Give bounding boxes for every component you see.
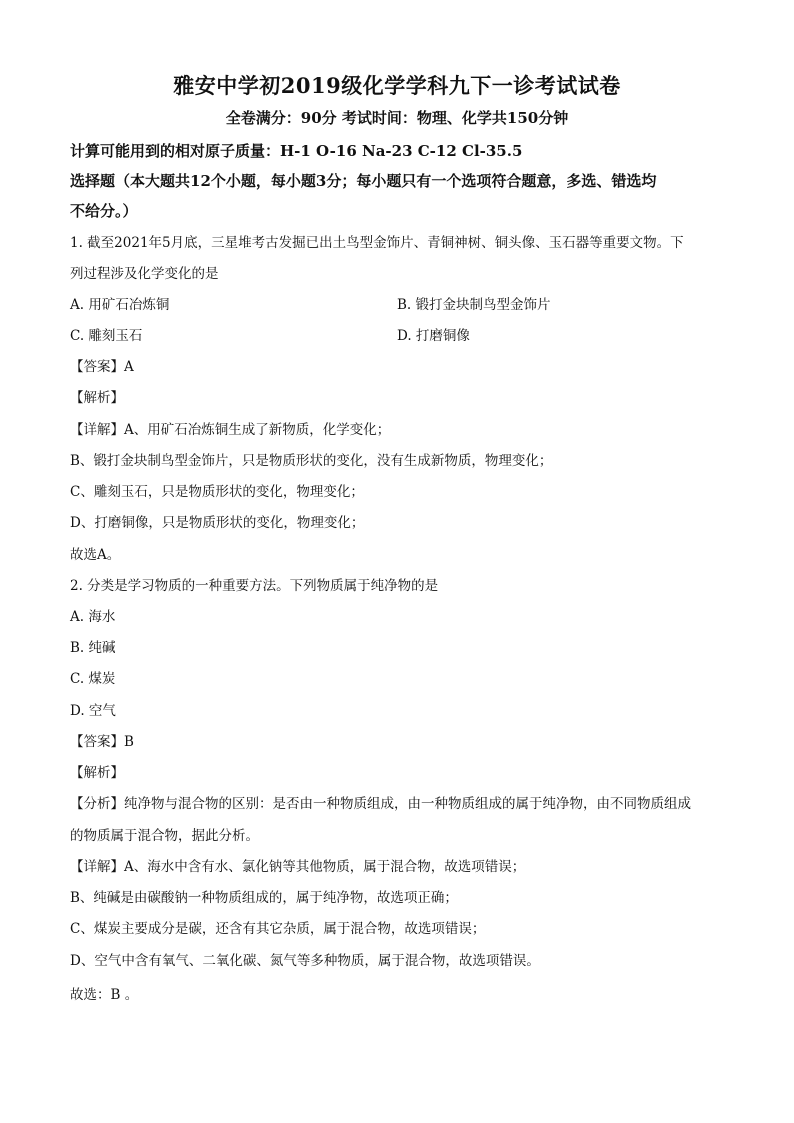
q1-option-a: A. 用矿石冶炼铜 [70, 297, 170, 313]
q2-answer: 【答案】B [70, 734, 134, 750]
q1-detail-1: 【详解】A、用矿石冶炼铜生成了新物质，化学变化； [70, 422, 391, 438]
q2-option-c: C. 煤炭 [70, 671, 116, 687]
q2-stem: 2. 分类是学习物质的一种重要方法。下列物质属于纯净物的是 [70, 578, 439, 594]
q2-fenxi-line1: 【分析】纯净物与混合物的区别：是否由一种物质组成，由一种物质组成的属于纯净物，由不同物质组成 [70, 796, 691, 812]
q1-conclusion: 故选A。 [70, 547, 121, 563]
q1-stem-line1: 1. 截至2021年5月底，三星堆考古发掘已出土鸟型金饰片、青铜神树、铜头像、玉石器等重要文物。下 [70, 235, 684, 251]
q2-detail-4: D、空气中含有氧气、二氧化碳、氮气等多种物质，属于混合物，故选项错误。 [70, 953, 540, 969]
section-heading-line1: 选择题（本大题共12个小题，每小题3分；每小题只有一个选项符合题意，多选、错选均 [70, 172, 657, 190]
q1-option-b: B. 锻打金块制鸟型金饰片 [397, 297, 551, 313]
q1-detail-3: C、雕刻玉石，只是物质形状的变化，物理变化； [70, 484, 364, 500]
q2-detail-3: C、煤炭主要成分是碳，还含有其它杂质，属于混合物，故选项错误； [70, 921, 486, 937]
q2-option-a: A. 海水 [70, 609, 116, 625]
q1-option-d: D. 打磨铜像 [397, 328, 470, 344]
q1-detail-4: D、打磨铜像，只是物质形状的变化，物理变化； [70, 515, 365, 531]
page-title: 雅安中学初2019级化学学科九下一诊考试试卷 [173, 73, 621, 98]
q2-analysis-tag: 【解析】 [70, 765, 124, 781]
atomic-masses: 计算可能用到的相对原子质量：H-1 O-16 Na-23 C-12 Cl-35.5 [70, 142, 523, 160]
q2-option-d: D. 空气 [70, 703, 116, 719]
q1-answer: 【答案】A [70, 359, 134, 375]
page-subtitle: 全卷满分：90分 考试时间：物理、化学共150分钟 [225, 109, 569, 127]
q2-fenxi-line2: 的物质属于混合物，据此分析。 [70, 828, 259, 844]
q1-analysis-tag: 【解析】 [70, 390, 124, 406]
q2-detail-1: 【详解】A、海水中含有水、氯化钠等其他物质，属于混合物，故选项错误； [70, 859, 526, 875]
q1-stem-line2: 列过程涉及化学变化的是 [70, 266, 219, 282]
q2-detail-2: B、纯碱是由碳酸钠一种物质组成的，属于纯净物，故选项正确； [70, 890, 458, 906]
section-heading-line2: 不给分。） [70, 202, 138, 220]
q2-conclusion: 故选：B 。 [70, 987, 139, 1003]
q1-option-c: C. 雕刻玉石 [70, 328, 143, 344]
q1-detail-2: B、锻打金块制鸟型金饰片，只是物质形状的变化，没有生成新物质，物理变化； [70, 453, 553, 469]
q2-option-b: B. 纯碱 [70, 640, 116, 656]
